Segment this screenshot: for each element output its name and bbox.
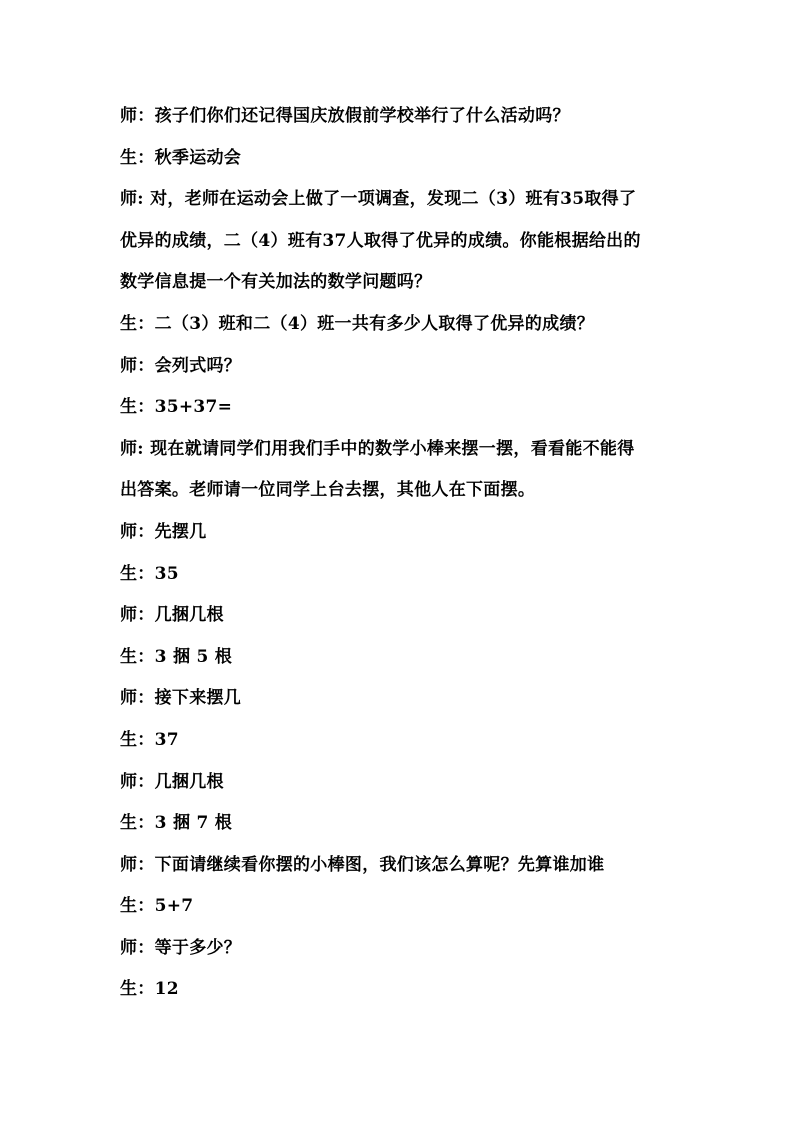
text-line: 数学信息提一个有关加法的数学问题吗？: [120, 272, 432, 293]
text-line: 师：下面请继续看你摆的小棒图，我们该怎么算呢？先算谁加谁: [120, 854, 605, 875]
text-line: 优异的成绩，二（4）班有37人取得了优异的成绩。你能根据给出的: [120, 230, 641, 251]
text-line: 师：几捆几根: [120, 771, 224, 792]
text-line: 生：秋季运动会: [120, 147, 242, 168]
text-line: 师：先摆几: [120, 521, 207, 542]
text-line: 师：会列式吗？: [120, 355, 242, 376]
dialogue-text: [120, 100, 680, 1015]
text-line: 生：5+7: [120, 896, 194, 917]
text-line: 师：几捆几根: [120, 605, 224, 626]
text-line: 出答案。老师请一位同学上台去摆，其他人在下面摆。: [120, 480, 536, 501]
text-line: 生：35: [120, 563, 179, 584]
text-line: 生：3 捆 7 根: [120, 813, 233, 834]
text-line: 师：接下来摆几: [120, 688, 242, 709]
text-line: 生：二（3）班和二（4）班一共有多少人取得了优异的成绩？: [120, 313, 595, 334]
text-line: 师：孩子们你们还记得国庆放假前学校举行了什么活动吗？: [120, 106, 570, 126]
text-line: 师: 现在就请同学们用我们手中的数学小棒来摆一摆，看看能不能得: [120, 438, 635, 459]
text-line: 生：35+37=: [120, 397, 233, 418]
text-line: 师: 对，老师在运动会上做了一项调查，发现二（3）班有35取得了: [120, 189, 637, 210]
text-line: 生：12: [120, 979, 179, 1000]
text-line: 生：37: [120, 729, 179, 750]
text-line: 生：3 捆 5 根: [120, 646, 233, 667]
text-line: 师：等于多少？: [120, 937, 242, 958]
